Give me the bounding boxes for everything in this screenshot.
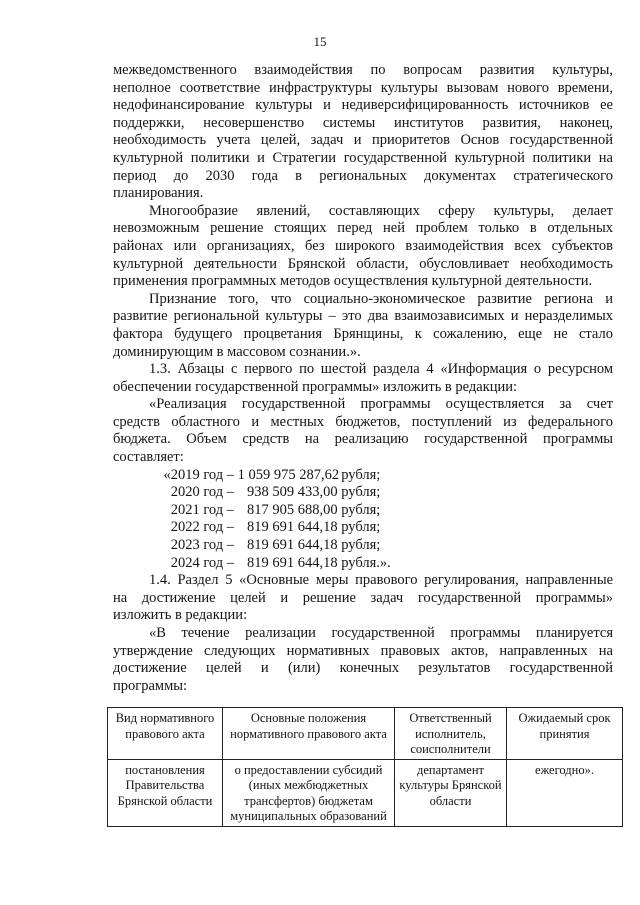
- text-line: Многообразие явлений, составляющих сферу культуры, делает: [149, 202, 613, 219]
- funding-list: [113, 467, 613, 573]
- text-line: поддержки, несовершенство системы институтов развития, наконец,: [113, 114, 613, 131]
- text-line: необходимость учета целей, задач и приоритетов Основ государственной: [113, 132, 613, 149]
- page-number: 15: [313, 34, 327, 49]
- table-cell: ежегодно».: [507, 759, 623, 826]
- funding-line: 2022 год – 819 691 644,18 рубля;: [170, 519, 381, 536]
- text-line: 1.3. Абзацы с первого по шестой раздела 4 «Информация о ресурсном: [149, 361, 613, 378]
- text-line: развитие региональной культуры – это два взаимозависимых и неразделимых: [113, 308, 613, 325]
- text-line: применения программных методов осуществления культурной деятельности.: [113, 273, 593, 290]
- document-body: [113, 62, 613, 695]
- funding-line: «2019 год – 1 059 975 287,62 рубля;: [163, 466, 381, 483]
- table-cell: департамент культуры Брянской области: [395, 759, 507, 826]
- text-line: фактора будущего процветания Брянщины, к сожалению, еще не стало: [113, 325, 613, 342]
- text-line: 1.4. Раздел 5 «Основные меры правового регулирования, направленные: [149, 572, 613, 589]
- text-line: программы:: [113, 677, 188, 694]
- table-header-cell: Ответственный исполнитель, соисполнители: [395, 708, 507, 760]
- text-line: недофинансирование культуры и недиверсифицированность источников ее: [113, 97, 613, 114]
- text-line: межведомственного взаимодействия по вопросам развития культуры,: [113, 62, 613, 78]
- paragraph-recognition: [113, 291, 613, 361]
- table-header-cell: Основные положения нормативного правового акта: [223, 708, 395, 760]
- text-line: бюджета. Объем средств на реализацию государственной программы: [113, 431, 613, 448]
- paragraph-legal-acts: [113, 625, 613, 695]
- text-line: изложить в редакции:: [113, 607, 248, 624]
- text-line: районах или организациях, без широкого взаимодействия всех субъектов: [113, 237, 613, 254]
- text-line: культурной деятельности Брянской области, обусловливает необходимость: [113, 255, 613, 272]
- table-header-row: [108, 708, 623, 760]
- legal-acts-table: [107, 707, 623, 827]
- text-line: период до 2030 года в региональных документах стратегического: [113, 167, 613, 184]
- text-line: планирования.: [113, 185, 204, 202]
- table-header-cell: Ожидаемый срок принятия: [507, 708, 623, 760]
- text-line: «Реализация государственной программы осуществляется за счет: [149, 396, 613, 413]
- table-cell: о предоставлении субсидий (иных межбюджетных трансфертов) бюджетам муниципальных образований: [223, 759, 395, 826]
- text-line: «В течение реализации государственной программы планируется: [149, 625, 613, 641]
- paragraph-funding-intro: [113, 396, 613, 466]
- paragraph-diversity: [113, 203, 613, 291]
- text-line: обеспечении государственной программы» изложить в редакции:: [113, 378, 518, 395]
- paragraph-problems: [113, 62, 613, 203]
- funding-line: 2020 год – 938 509 433,00 рубля;: [170, 484, 381, 501]
- table-header-cell: Вид нормативного правового акта: [108, 708, 223, 760]
- text-line: невозможным решение стоящих перед ней проблем только в отдельных: [113, 220, 613, 237]
- text-line: средств областного и местных бюджетов, поступлений из федерального: [113, 413, 613, 430]
- paragraph-amendment-1-4: [113, 572, 613, 625]
- funding-line: 2023 год – 819 691 644,18 рубля;: [170, 537, 381, 554]
- text-line: неполное соответствие инфраструктуры культуры вызовам нового времени,: [113, 79, 613, 96]
- funding-line: 2024 год – 819 691 644,18 рубля.».: [170, 554, 391, 571]
- text-line: составляет:: [113, 449, 184, 466]
- text-line: культурной политики и Стратегии государственной культурной политики на: [113, 149, 613, 166]
- table-row: [108, 759, 623, 826]
- funding-line: 2021 год – 817 905 688,00 рубля;: [170, 501, 381, 518]
- paragraph-amendment-1-3: [113, 361, 613, 396]
- text-line: утверждение следующих нормативных правовых актов, направленных на: [113, 642, 613, 659]
- text-line: доминирующим в массовом сознании.».: [113, 343, 361, 360]
- table-cell: постановления Правительства Брянской области: [108, 759, 223, 826]
- text-line: Признание того, что социально-экономическое развитие региона и: [149, 290, 613, 307]
- text-line: достижение целей и (или) конечных результатов государственной: [113, 660, 613, 677]
- text-line: на достижение целей и решение задач государственной программы»: [113, 589, 613, 606]
